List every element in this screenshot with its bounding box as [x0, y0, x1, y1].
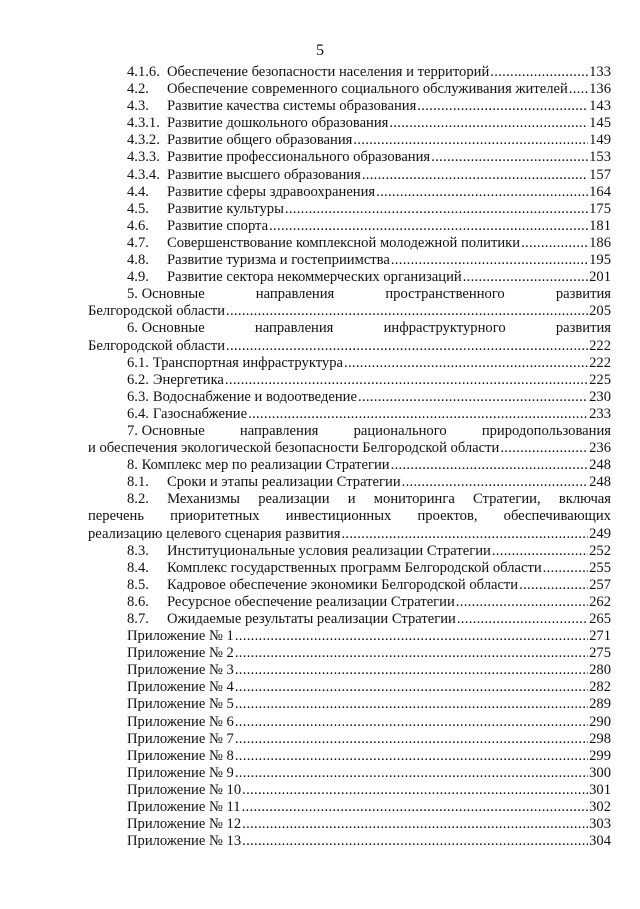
entry-page: 143 — [589, 98, 611, 115]
entry-number: 4.9. — [127, 269, 149, 286]
entry-page: 145 — [589, 115, 611, 132]
entry-title: Комплекс государственных программ Белгородской области — [167, 559, 542, 576]
entry-number: 6.4. — [127, 405, 149, 422]
entry-page: 181 — [589, 217, 611, 234]
entry-page: 280 — [589, 662, 611, 679]
entry-page: 257 — [589, 576, 611, 593]
dot-leader — [490, 64, 588, 81]
toc-entry-continued — [88, 303, 611, 320]
entry-title: Обеспечение безопасности населения и территорий — [167, 64, 490, 80]
entry-title: Развитие общего образования — [167, 132, 353, 149]
justified-line — [88, 508, 611, 525]
toc-entry — [88, 132, 611, 149]
entry-number: 4.2. — [127, 81, 149, 98]
entry-number: 8.7. — [127, 611, 149, 627]
dot-leader — [269, 218, 588, 235]
entry-page: 255 — [589, 559, 611, 576]
entry-page: 300 — [589, 764, 611, 781]
dot-leader — [341, 526, 588, 543]
toc-entry — [88, 184, 611, 201]
dot-leader — [242, 833, 588, 850]
entry-number: 8.5. — [127, 576, 149, 593]
dot-leader — [402, 474, 588, 491]
dot-leader — [521, 235, 588, 252]
dot-leader — [235, 714, 588, 731]
entry-number: 4.4. — [127, 183, 149, 200]
justified-line — [88, 286, 611, 303]
entry-title: Совершенствование комплексной молодежной политики — [167, 234, 521, 251]
word: направления — [254, 320, 334, 337]
word: 7. Основные — [127, 422, 205, 439]
toc-entry — [88, 98, 611, 115]
table-of-contents — [88, 64, 611, 850]
entry-number: 4.5. — [127, 200, 149, 217]
dot-leader — [391, 252, 588, 269]
entry-page: 301 — [589, 781, 611, 798]
word: инфраструктурного — [383, 320, 506, 337]
toc-entry — [88, 355, 611, 372]
entry-page: 164 — [589, 183, 611, 200]
entry-number: 4.3.3. — [127, 149, 160, 166]
dot-leader — [285, 201, 588, 218]
word: природопользования — [481, 422, 611, 439]
dot-leader — [463, 269, 588, 286]
word: развития — [555, 320, 611, 337]
entry-page: 271 — [589, 628, 611, 645]
entry-title: Приложение № 3 — [127, 662, 234, 679]
dot-leader — [431, 149, 588, 166]
dot-leader — [492, 543, 588, 560]
appendix-entry — [88, 816, 611, 833]
entry-title: Сроки и этапы реализации Стратегии — [167, 474, 401, 491]
entry-page: 282 — [589, 679, 611, 696]
toc-entry-continued — [88, 338, 611, 355]
entry-title: 8. Комплекс мер по реализации Стратегии — [127, 457, 390, 474]
entry-title: Развитие дошкольного образования — [167, 115, 389, 132]
dot-leader — [226, 303, 588, 320]
word: 6. Основные — [127, 320, 205, 337]
toc-entry — [88, 81, 611, 98]
appendix-entry — [88, 679, 611, 696]
dot-leader — [248, 406, 588, 423]
toc-entry — [88, 149, 611, 166]
word: перечень — [88, 508, 144, 525]
dot-leader — [242, 782, 588, 799]
appendix-entry — [88, 833, 611, 850]
word: 5. Основные — [127, 286, 205, 303]
toc-entry-continued — [88, 526, 611, 543]
dot-leader — [417, 98, 588, 115]
entry-title: Развитие сферы здравоохранения — [167, 183, 376, 200]
entry-number: 4.3.4. — [127, 166, 160, 183]
entry-title: Приложение № 13 — [127, 833, 242, 850]
word: Стратегии, — [473, 491, 541, 508]
entry-title: Развитие спорта — [167, 217, 269, 234]
entry-page: 153 — [589, 149, 611, 166]
word: 8.2. — [127, 491, 149, 508]
word: мониторинга — [373, 491, 455, 508]
entry-number: 8.6. — [127, 593, 149, 610]
entry-title: Приложение № 10 — [127, 781, 242, 798]
toc-entry — [88, 560, 611, 577]
entry-number: 4.6. — [127, 217, 149, 234]
toc-entry — [88, 167, 611, 184]
entry-page: 248 — [589, 474, 611, 491]
appendix-entry — [88, 782, 611, 799]
dot-leader — [457, 611, 588, 628]
entry-page: 222 — [589, 337, 611, 354]
entry-title: реализацию целевого сценария развития — [88, 525, 341, 542]
dot-leader — [235, 679, 588, 696]
dot-leader — [519, 577, 588, 594]
entry-number: 4.3. — [127, 98, 149, 115]
entry-number: 4.8. — [127, 252, 149, 269]
entry-page: 304 — [589, 833, 611, 850]
toc-entry — [88, 64, 611, 81]
word: рационального — [353, 422, 447, 439]
entry-title: Приложение № 5 — [127, 696, 234, 713]
entry-number: 6.3. — [127, 388, 149, 405]
entry-page: 136 — [589, 81, 611, 98]
entry-page: 225 — [589, 371, 611, 388]
toc-entry — [88, 115, 611, 132]
toc-entry — [88, 543, 611, 560]
word: приоритетных — [170, 508, 260, 525]
toc-entry — [88, 611, 611, 628]
toc-entry — [88, 457, 611, 474]
entry-page: 299 — [589, 747, 611, 764]
entry-page: 249 — [589, 525, 611, 542]
toc-entry — [88, 594, 611, 611]
toc-entry — [88, 235, 611, 252]
entry-number: 8.3. — [127, 542, 149, 559]
entry-title: Развитие сектора некоммерческих организаций — [167, 269, 462, 286]
dot-leader — [543, 560, 588, 577]
entry-title: Белгородской области — [88, 337, 226, 354]
dot-leader — [225, 372, 588, 389]
appendix-entry — [88, 731, 611, 748]
entry-title: Ресурсное обеспечение реализации Стратегии — [167, 593, 455, 610]
entry-page: 265 — [589, 611, 611, 627]
dot-leader — [344, 355, 588, 372]
entry-page: 303 — [589, 816, 611, 833]
entry-title: Кадровое обеспечение экономики Белгородской области — [167, 576, 519, 593]
dot-leader — [235, 662, 588, 679]
appendix-entry — [88, 714, 611, 731]
entry-title: Белгородской области — [88, 303, 226, 320]
word: развития — [555, 286, 611, 303]
entry-page: 236 — [589, 440, 611, 457]
entry-title: Приложение № 1 — [127, 628, 234, 645]
toc-entry — [88, 269, 611, 286]
entry-page: 233 — [589, 405, 611, 422]
entry-page: 262 — [589, 593, 611, 610]
entry-title: Транспортная инфраструктура — [152, 354, 343, 371]
dot-leader — [242, 816, 588, 833]
entry-title: Приложение № 4 — [127, 679, 234, 696]
entry-number: 4.7. — [127, 234, 149, 251]
entry-title: Развитие высшего образования — [167, 166, 361, 183]
appendix-entry — [88, 765, 611, 782]
appendix-entry — [88, 799, 611, 816]
word: включая — [558, 491, 611, 508]
word: направления — [255, 286, 335, 303]
entry-page: 298 — [589, 730, 611, 747]
appendix-entry — [88, 662, 611, 679]
entry-page: 275 — [589, 645, 611, 662]
page-number: 5 — [316, 42, 324, 59]
entry-title: и обеспечения экологической безопасности Белгородской области — [88, 440, 500, 457]
word: и — [347, 491, 356, 508]
dot-leader — [569, 81, 588, 98]
justified-line — [88, 491, 611, 508]
dot-leader — [500, 440, 588, 457]
dot-leader — [235, 731, 588, 748]
word: направления — [239, 422, 319, 439]
entry-page: 230 — [589, 388, 611, 405]
dot-leader — [376, 184, 588, 201]
dot-leader — [235, 765, 588, 782]
entry-page: 302 — [589, 799, 611, 816]
dot-leader — [353, 132, 588, 149]
entry-title: Приложение № 7 — [127, 730, 234, 747]
entry-number: 6.1. — [127, 354, 149, 371]
toc-entry — [88, 577, 611, 594]
entry-title: Развитие туризма и гостеприимства — [167, 252, 390, 269]
toc-entry — [88, 406, 611, 423]
entry-page: 252 — [589, 542, 611, 559]
appendix-entry — [88, 645, 611, 662]
appendix-entry — [88, 748, 611, 765]
entry-title: Приложение № 2 — [127, 645, 234, 662]
entry-title: Приложение № 6 — [127, 713, 234, 730]
word: пространственного — [385, 286, 505, 303]
entry-page: 201 — [589, 269, 611, 286]
dot-leader — [242, 799, 589, 816]
entry-title: Водоснабжение и водоотведение — [152, 388, 357, 405]
toc-entry — [88, 218, 611, 235]
entry-title: Развитие профессионального образования — [167, 149, 431, 166]
dot-leader — [235, 628, 588, 645]
justified-line — [88, 320, 611, 337]
word: обеспечивающих — [503, 508, 611, 525]
entry-number: 4.1.6. — [127, 64, 160, 80]
entry-page: 195 — [589, 252, 611, 269]
entry-title: Ожидаемые результаты реализации Стратегии — [167, 611, 456, 627]
toc-entry — [88, 252, 611, 269]
entry-title: Приложение № 11 — [127, 799, 241, 816]
justified-line — [88, 423, 611, 440]
entry-page: 149 — [589, 132, 611, 149]
entry-title: Обеспечение современного социального обслуживания жителей — [167, 81, 568, 98]
dot-leader — [362, 167, 588, 184]
dot-leader — [235, 748, 588, 765]
entry-number: 8.4. — [127, 559, 149, 576]
entry-number: 6.2. — [127, 371, 149, 388]
toc-entry — [88, 372, 611, 389]
entry-title: Приложение № 12 — [127, 816, 242, 833]
toc-entry — [88, 474, 611, 491]
word: проектов, — [417, 508, 478, 525]
word: инвестиционных — [285, 508, 392, 525]
entry-number: 8.1. — [127, 474, 149, 491]
entry-page: 290 — [589, 713, 611, 730]
entry-title: Энергетика — [152, 371, 224, 388]
entry-page: 222 — [589, 354, 611, 371]
entry-title: Институциональные условия реализации Стратегии — [167, 542, 491, 559]
entry-number: 4.3.1. — [127, 115, 160, 132]
entry-page: 186 — [589, 234, 611, 251]
entry-page: 289 — [589, 696, 611, 713]
dot-leader — [235, 696, 588, 713]
toc-entry-continued — [88, 440, 611, 457]
dot-leader — [235, 645, 588, 662]
toc-entry — [88, 201, 611, 218]
entry-page: 175 — [589, 200, 611, 217]
entry-title: Приложение № 8 — [127, 747, 234, 764]
entry-number: 4.3.2. — [127, 132, 160, 149]
entry-page: 248 — [589, 457, 611, 474]
entry-title: Газоснабжение — [152, 405, 248, 422]
entry-page: 133 — [589, 64, 611, 80]
entry-title: Приложение № 9 — [127, 764, 234, 781]
dot-leader — [226, 338, 588, 355]
dot-leader — [358, 389, 588, 406]
word: Механизмы — [167, 491, 240, 508]
dot-leader — [389, 115, 588, 132]
entry-page: 157 — [589, 166, 611, 183]
appendix-entry — [88, 628, 611, 645]
entry-title: Развитие качества системы образования — [167, 98, 417, 115]
appendix-entry — [88, 696, 611, 713]
entry-page: 205 — [589, 303, 611, 320]
toc-entry — [88, 389, 611, 406]
entry-title: Развитие культуры — [167, 200, 284, 217]
dot-leader — [391, 457, 588, 474]
word: реализации — [258, 491, 330, 508]
dot-leader — [456, 594, 588, 611]
